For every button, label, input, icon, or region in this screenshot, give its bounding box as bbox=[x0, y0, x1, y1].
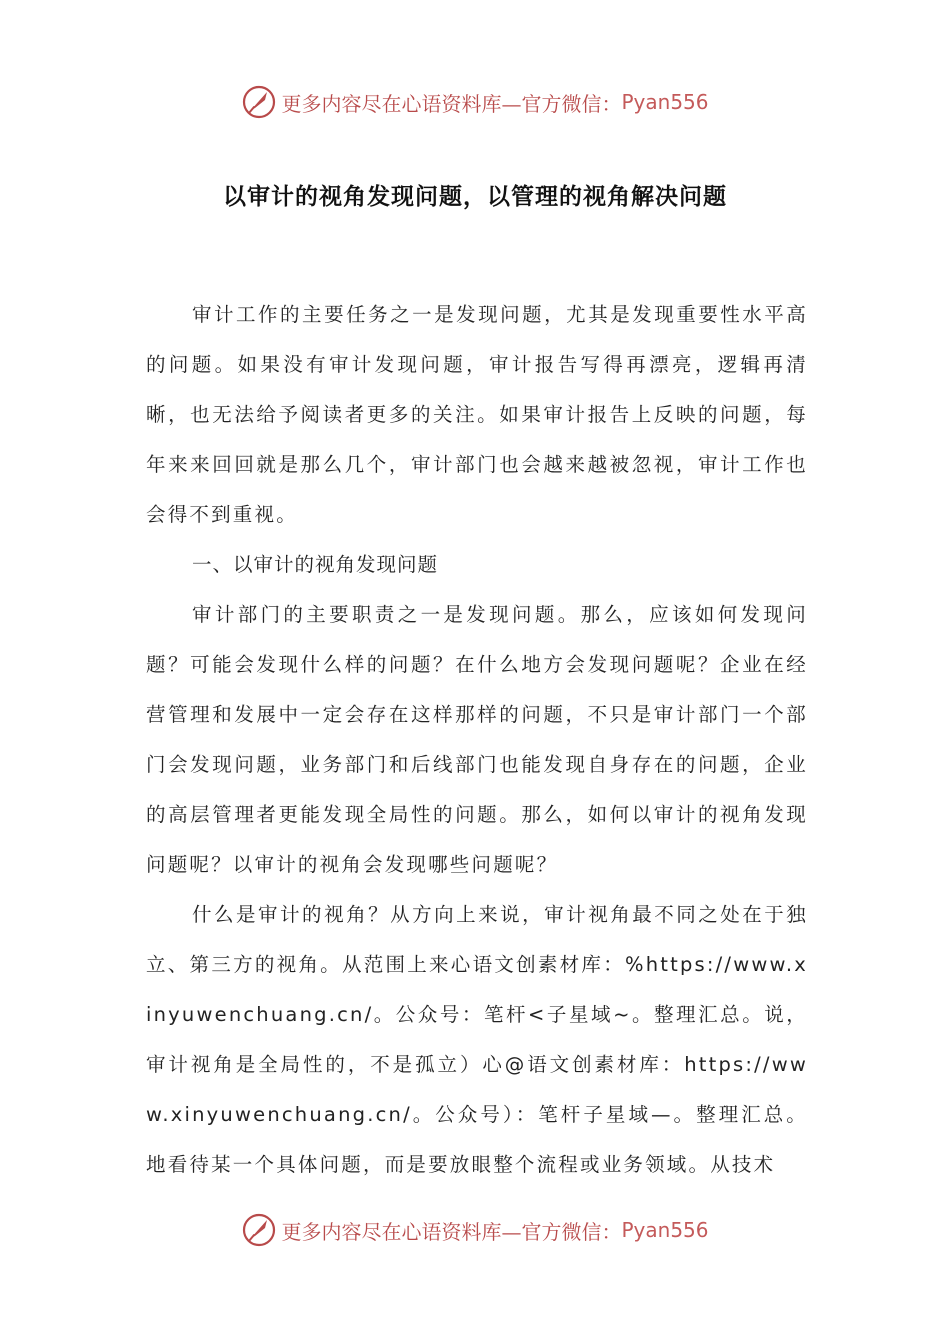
quill-logo-icon bbox=[241, 84, 277, 120]
wechat-id: Pyan556 bbox=[621, 90, 709, 114]
wechat-id: Pyan556 bbox=[621, 1218, 709, 1242]
paragraph: 审计部门的主要职责之一是发现问题。那么，应该如何发现问题？可能会发现什么样的问题？在什么地方会发现问题呢？企业在经营管理和发展中一定会存在这样那样的问题，不只是审计部门一个部门会发现问题，业务部门和后线部门也能发现自身存在的问题，企业的高层管理者更能发现全局性的问题。那么，如何以审计的视角发现问题呢？以审计的视角会发现哪些问题呢？ bbox=[146, 603, 808, 876]
document-body bbox=[146, 290, 808, 1190]
document-title: 以审计的视角发现问题，以管理的视角解决问题 bbox=[223, 184, 727, 210]
quill-logo-icon bbox=[241, 1212, 277, 1248]
header-banner bbox=[0, 82, 950, 122]
footer-banner bbox=[0, 1210, 950, 1250]
banner-text: 更多内容尽在心语资料库—官方微信： bbox=[281, 1219, 622, 1244]
banner-text: 更多内容尽在心语资料库—官方微信： bbox=[281, 91, 622, 116]
paragraph: 审计工作的主要任务之一是发现问题，尤其是发现重要性水平高的问题。如果没有审计发现问题，审计报告写得再漂亮，逻辑再清晰，也无法给予阅读者更多的关注。如果审计报告上反映的问题，每年来来回回就是那么几个，审计部门也会越来越被忽视，审计工作也会得不到重视。 bbox=[146, 303, 808, 526]
section-heading: 一、以审计的视角发现问题 bbox=[192, 553, 439, 576]
paragraph: 什么是审计的视角？从方向上来说，审计视角最不同之处在于独立、第三方的视角。从范围上来心语文创素材库：%https://www.xinyuwenchuang.cn/。公众号：笔杆<子星域~。整理汇总。说，审计视角是全局性的，不是孤立）心@语文创素材库：https://www.xinyuwenchuang.cn/。公众号）：笔杆子星域—。整理汇总。地看待某一个具体问题，而是要放眼整个流程或业务领域。从技术 bbox=[146, 903, 808, 1176]
